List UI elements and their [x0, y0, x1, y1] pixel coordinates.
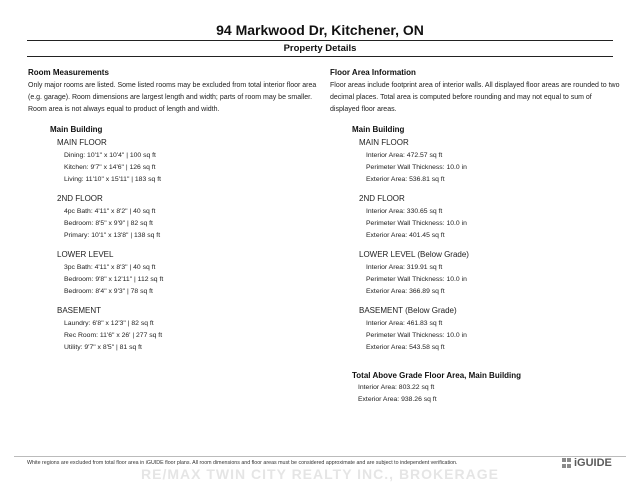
iguide-logo	[562, 457, 612, 469]
room-group-name: MAIN FLOOR	[57, 138, 107, 147]
room-group-name: 2ND FLOOR	[57, 194, 103, 203]
room-item: 3pc Bath: 4'11" x 8'3" | 40 sq ft	[64, 264, 156, 271]
room-item: Dining: 10'1" x 10'4" | 100 sq ft	[64, 152, 156, 159]
room-item: Rec Room: 11'6" x 26' | 277 sq ft	[64, 332, 163, 339]
floor-area-note: Floor areas include footprint area of interior walls. All displayed floor areas are rounded to two decimal places. Total area is computed before rounding and may not equal to sum of displayed floor areas.	[330, 82, 620, 113]
room-measurements-heading: Room Measurements	[28, 68, 109, 77]
room-group-main-floor	[57, 137, 318, 186]
floor-item: Exterior Area: 543.58 sq ft	[366, 344, 445, 351]
floor-group-basement	[359, 305, 620, 354]
floor-group-name: LOWER LEVEL (Below Grade)	[359, 250, 469, 259]
room-group-lower-level	[57, 249, 318, 298]
floor-item: Perimeter Wall Thickness: 10.0 in	[366, 332, 467, 339]
floor-item: Interior Area: 319.91 sq ft	[366, 264, 443, 271]
iguide-logo-text: iGUIDE	[574, 457, 612, 469]
room-item: Living: 11'10" x 15'11" | 183 sq ft	[64, 176, 161, 183]
room-item: 4pc Bath: 4'11" x 8'2" | 40 sq ft	[64, 208, 156, 215]
room-group-2nd-floor	[57, 193, 318, 242]
room-group-name: BASEMENT	[57, 306, 102, 315]
room-group-name: LOWER LEVEL	[57, 250, 114, 259]
floor-item: Exterior Area: 366.89 sq ft	[366, 288, 445, 295]
room-item: Utility: 9'7" x 8'5" | 81 sq ft	[64, 344, 142, 351]
page-title: 94 Markwood Dr, Kitchener, ON	[216, 22, 424, 38]
floor-item: Perimeter Wall Thickness: 10.0 in	[366, 164, 467, 171]
title-divider	[27, 40, 613, 41]
footer-disclaimer: White regions are excluded from total floor area in iGUIDE floor plans. All room dimensions and floor areas must be considered approximate and are subject to independent verification.	[27, 460, 458, 466]
floor-area-heading: Floor Area Information	[330, 68, 416, 77]
floor-item: Exterior Area: 536.81 sq ft	[366, 176, 445, 183]
room-item: Primary: 10'1" x 13'8" | 138 sq ft	[64, 232, 161, 239]
room-measurements-section	[28, 68, 318, 361]
floor-group-name: MAIN FLOOR	[359, 138, 409, 147]
room-item: Bedroom: 8'4" x 9'3" | 78 sq ft	[64, 288, 153, 295]
total-area-heading: Total Above Grade Floor Area, Main Building	[352, 371, 522, 380]
floor-item: Interior Area: 461.83 sq ft	[366, 320, 443, 327]
floor-building-label: Main Building	[352, 125, 405, 134]
floor-group-2nd-floor	[359, 193, 620, 242]
room-measurements-note: Only major rooms are listed. Some listed rooms may be excluded from total interior floor area (e.g. garage). Room dimensions are largest length and width; parts of room may be smaller. Room area is not always equal to product of length and width.	[28, 82, 317, 113]
floor-group-lower-level	[359, 249, 620, 298]
total-area-item: Exterior Area: 938.26 sq ft	[358, 396, 437, 403]
floor-group-name: BASEMENT (Below Grade)	[359, 306, 457, 315]
room-group-basement	[57, 305, 318, 354]
iguide-logo-icon	[562, 458, 572, 468]
room-item: Kitchen: 9'7" x 14'6" | 126 sq ft	[64, 164, 156, 171]
room-item: Bedroom: 9'8" x 12'11" | 112 sq ft	[64, 276, 164, 283]
floor-item: Exterior Area: 401.45 sq ft	[366, 232, 445, 239]
floor-item: Interior Area: 472.57 sq ft	[366, 152, 443, 159]
floor-area-section	[330, 68, 620, 406]
room-item: Laundry: 6'8" x 12'3" | 82 sq ft	[64, 320, 154, 327]
brokerage-watermark: RE/MAX TWIN CITY REALTY INC., BROKERAGE	[141, 466, 499, 482]
total-area-item: Interior Area: 803.22 sq ft	[358, 384, 435, 391]
subtitle-divider	[27, 56, 613, 57]
footer-divider	[14, 456, 626, 457]
room-building-label: Main Building	[50, 125, 103, 134]
floor-item: Interior Area: 330.65 sq ft	[366, 208, 443, 215]
page-subtitle: Property Details	[283, 43, 357, 54]
room-item: Bedroom: 8'5" x 9'9" | 82 sq ft	[64, 220, 153, 227]
floor-group-main-floor	[359, 137, 620, 186]
floor-group-name: 2ND FLOOR	[359, 194, 405, 203]
floor-item: Perimeter Wall Thickness: 10.0 in	[366, 220, 467, 227]
floor-item: Perimeter Wall Thickness: 10.0 in	[366, 276, 467, 283]
